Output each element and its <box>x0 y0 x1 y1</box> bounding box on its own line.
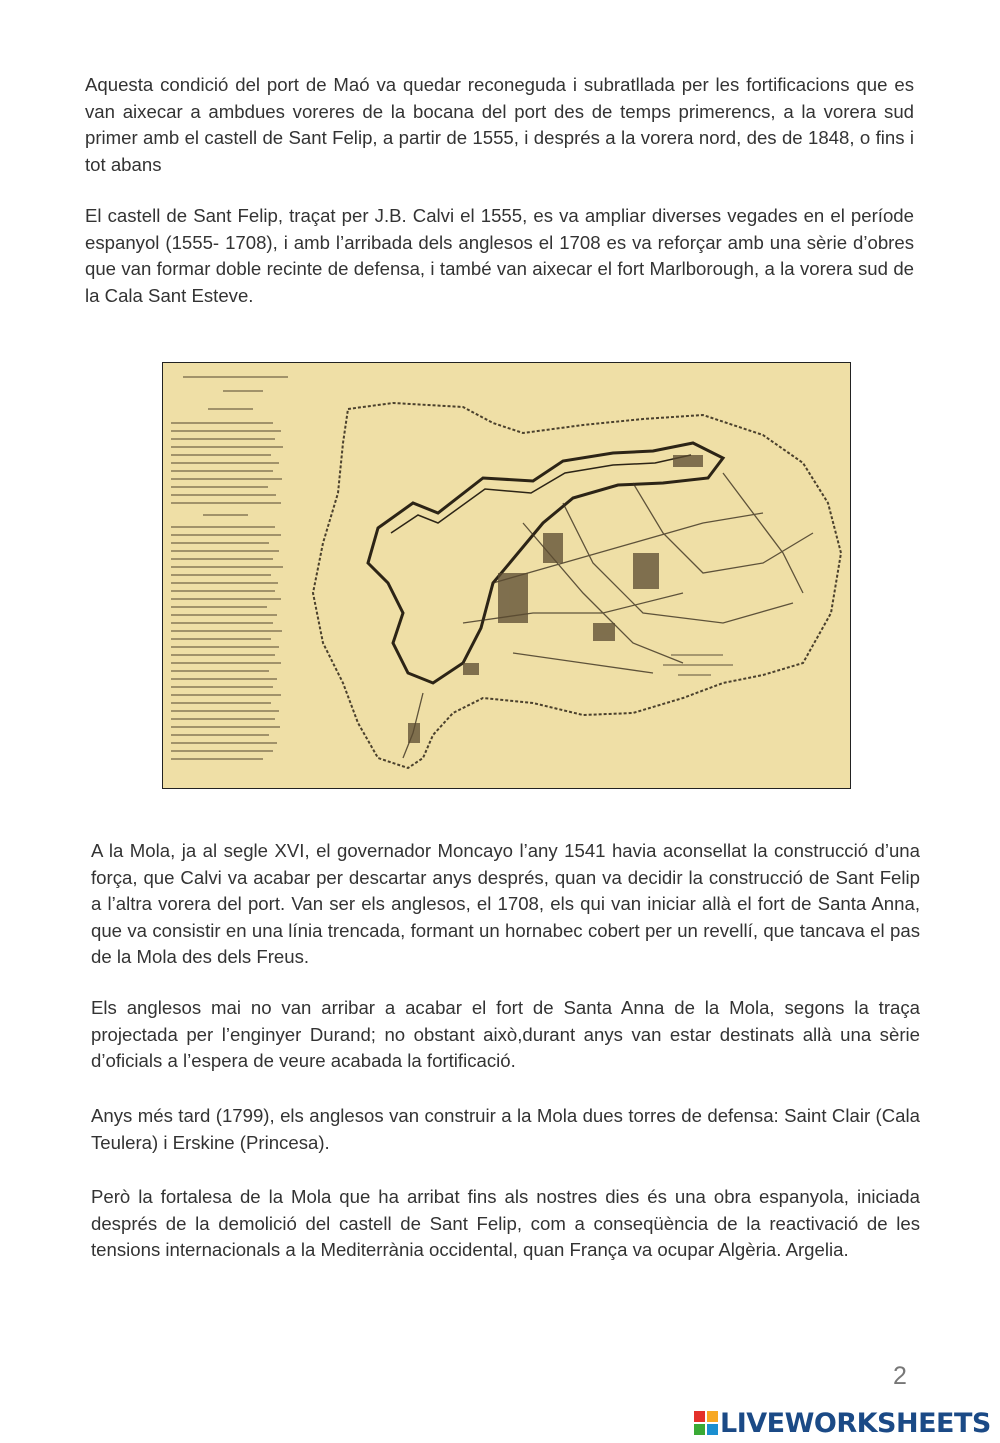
liveworksheets-logo-icon <box>694 1411 718 1435</box>
map-drawing <box>163 363 850 788</box>
paragraph-1: Aquesta condició del port de Maó va quedar reconeguda i subratllada per les fortificacions que es van aixecar a ambdues voreres de la bocana del port des de temps primerencs, a la vorera sud primer amb el castell de Sant Felip, a partir de 1555, i després a la vorera nord, des de 1848, o fins i tot abans <box>85 74 914 175</box>
historic-map-image <box>162 362 851 789</box>
paragraph-4: Els anglesos mai no van arribar a acabar el fort de Santa Anna de la Mola, segons la traça projectada per l’enginyer Durand; no obstant això,durant anys van estar destinats allà una sèrie d’oficials a l’espera de veure acabada la fortificació. <box>91 997 920 1071</box>
paragraph-5: Anys més tard (1799), els anglesos van construir a la Mola dues torres de defensa: Saint Clair (Cala Teulera) i Erskine (Princesa). <box>91 1105 920 1153</box>
page-number: 2 <box>893 1362 907 1390</box>
paragraph-2: El castell de Sant Felip, traçat per J.B. Calvi el 1555, es va ampliar diverses vegades en el període espanyol (1555- 1708), i amb l’arribada dels anglesos el 1708 es va reforçar amb una sèrie d’obres que van formar doble recinte de defensa, i també van aixecar el fort Marlborough, a la vorera sud de la Cala Sant Esteve. <box>85 205 914 306</box>
brand-name: LIVEWORKSHEETS <box>720 1407 991 1439</box>
paragraph-6: Però la fortalesa de la Mola que ha arribat fins als nostres dies és una obra espanyola, iniciada després de la demolició del castell de Sant Felip, com a conseqüència de la reactivació de les tensions internacionals a la Mediterrània occidental, quan França va ocupar Algèria. Argelia. <box>91 1186 920 1260</box>
paragraph-3: A la Mola, ja al segle XVI, el governador Moncayo l’any 1541 havia aconsellat la construcció d’una força, que Calvi va acabar per descartar anys després, quan va decidir la construcció de Sant Felip a l’altra vorera del port. Van ser els anglesos, el 1708, els qui van iniciar allà el fort de Santa Anna, que va consistir en una línia trencada, formant un hornabec cobert per un revellí, que tancava el pas de la Mola des dels Freus. <box>91 840 920 967</box>
brand-footer[interactable] <box>694 1408 991 1438</box>
